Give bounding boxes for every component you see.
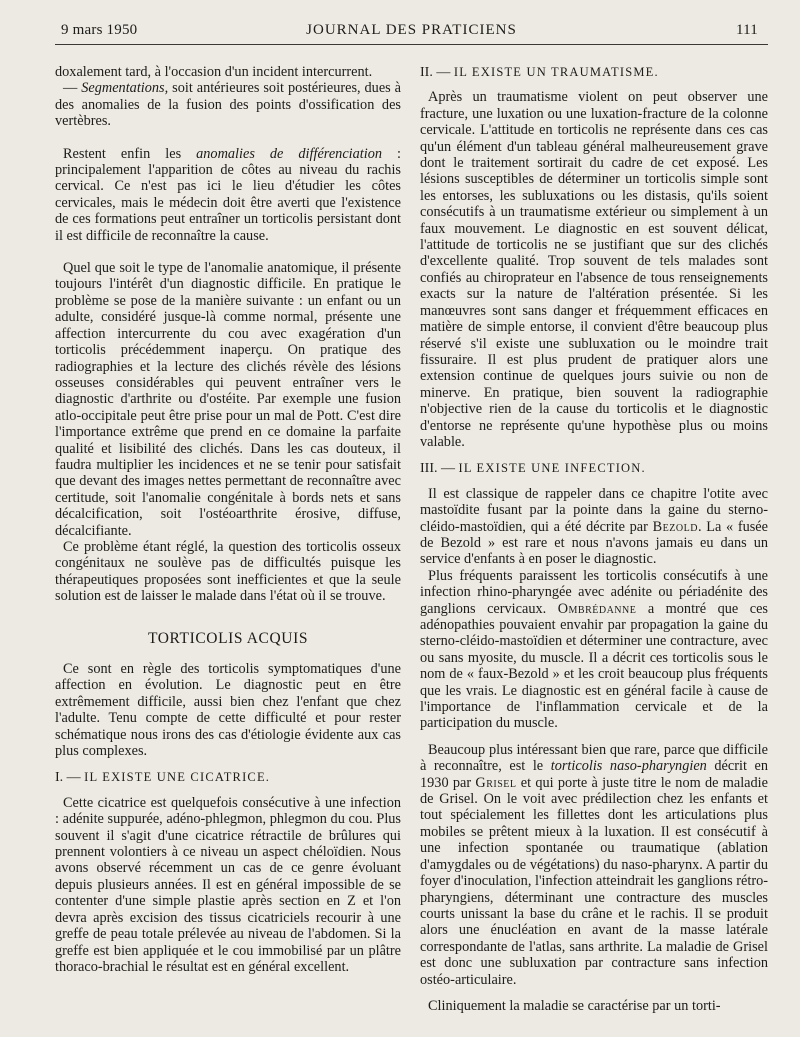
section-title: TORTICOLIS ACQUIS: [147, 629, 309, 647]
right-column: [420, 64, 768, 1013]
text-run: Il est classique de rappeler dans ce chapitre l'otite avec mastoïdite fusant par la pointe dans la gaine du sterno-cléido-mastoïdien, qui a été décrite par: [420, 485, 768, 535]
paragraph: Quel que soit le type de l'anomalie anatomique, il présente toujours l'intérêt d'un diagnostic difficile. En pratique le problème se pose de la manière suivante : un enfant ou un adulte, considéré jusque-là comme normal, présente une affection intercurrente du cou avec exagération d'un torticolis précédemment inaperçu. On pratique des radiographies et la lecture des clichés révèle des lésions osseuses considérables qui peuvent entraîner vers le diagnostic d'arthrite ou d'ostéite. Par exemple une fusion atlo-occipitale peut être prise pour un mal de Pott. C'est dire l'importance extrême que prend en ce domaine la parfaite qualité et lisibilité des clichés. Dans les cas douteux, il faudra multiplier les incidences et ne se tenir pour satisfait que devant des images nettes permettant de reconnaître avec certitude, soit l'anomalie congénitale à bords nets et sans décalcification, soit l'ostéoarthrite érosive, diffuse, décalcifiante.: [55, 260, 401, 539]
subsection-number: III. —: [420, 461, 459, 477]
text-run: —: [63, 80, 82, 97]
subsection-heading: [420, 64, 768, 81]
paragraph: Cette cicatrice est quelquefois consécutive à une infection : adénite suppurée, adéno-phlegmon, phlegmon du cou. Plus souvent il s'agit d'une cicatrice rétractile de brûlures qui prennent volontiers à ce niveau un aspect chéloïdien. Nous avons observé récemment un cas de ce genre évoluant depuis plusieurs années. Il est en général impossible de se contenter d'une simple plastie après section en Z et l'on devra après excision des tissus cicatriciels recourir à une greffe de peau totale prélevée au niveau de l'abdomen. Si la greffe est bien appliquée et le cou immobilisé par un plâtre thoraco-brachial le résultat est en général excellent.: [55, 794, 401, 975]
text-run: Plus fréquents paraissent les torticolis consécutifs à une infection rhino-pharyngée avec adénite ou périadénite des ganglions cervicaux.: [420, 567, 768, 617]
subsection-title: IL EXISTE UNE INFECTION.: [458, 461, 646, 476]
paragraph: [55, 80, 401, 129]
paragraph: Ce sont en règle des torticolis symptomatiques d'une affection en évolution. Le diagnostic peut en être extrêmement difficile, aussi bien chez l'enfant que chez l'adulte. Tenu compte de cette difficulté et pour rester schématique nous irons des cas d'étiologie évidente aux cas plus complexes.: [55, 661, 401, 760]
subsection-title: IL EXISTE UN TRAUMATISME.: [453, 65, 659, 79]
paragraph: [420, 568, 768, 732]
text-run: décrit en 1930 par: [420, 758, 768, 791]
left-column: [55, 64, 401, 1013]
paragraph: doxalement tard, à l'occasion d'un incident intercurrent.: [55, 64, 373, 80]
page-header: [55, 20, 768, 45]
text-run: . La « fusée de Bezold » est rare et nous n'avons jamais eu dans un service d'enfants à en poser le diagnostic.: [420, 518, 768, 568]
text-run: Beaucoup plus intéressant bien que rare, parce que difficile à reconnaître, est le: [420, 741, 768, 775]
paragraph: Après un traumatisme violent on peut observer une fracture, une luxation ou une luxation-fracture de la colonne cervicale. L'attitude en torticolis ne représente dans ces cas qu'un élément d'un tableau général malheureusement grave dont le traitement sortirait du cadre de cet exposé. Les lésions susceptibles de déterminer un torticolis simple sont les entorses, les subluxations ou les distasis, qu'ils soient consécutifs à un traumatisme extérieur ou simplement à un faux mouvement. Le diagnostic en est souvent délicat, l'attitude de torticolis ne se justifiant que sur des clichés d'excellente qualité. Trop souvent de tels malades sont confiés au chiroprateur en l'absence de tous renseignements exacts sur la nature de l'altération présentée. Si les manœuvres sont sans danger et fréquemment efficaces en matière de simple entorse, il convient d'être beaucoup plus réservé s'il existe une subluxation ou le moindre trait fissuraire. Il est plus prudent de pratiquer alors une extension continue de quelques jours suivie ou non de minerve. En pratique, bien souvent la radiographie n'objective rien de la cause du torticolis et le diagnostic d'entorse ne représente qu'une hypothèse plus ou moins valable.: [420, 89, 768, 450]
subsection-number: II. —: [420, 65, 454, 80]
author-name: Grisel: [475, 774, 517, 791]
text-run: a montré que ces adénopathies pouvaient envahir par propagation la gaine du sterno-cléido-mastoïdien et déterminer une contracture, avec ou sans myosite, du muscle. Il a décrit ces torticolis sous le nom de « faux-Bezold » et les croit beaucoup plus fréquents que les vrais. Le diagnostic est en général facile à cause de l'importance de l'inflammation cervicale et de la participation du muscle.: [420, 600, 768, 732]
paragraph: Ce problème étant réglé, la question des torticolis osseux congénitaux ne soulève pas de difficultés puisque les thérapeutiques proposées sont inefficientes et que la seule solution est de laisser le malade dans l'état où il se trouve.: [55, 538, 401, 605]
header-date: 9 mars 1950: [61, 22, 138, 38]
paragraph: [420, 486, 768, 568]
paragraph: [55, 146, 401, 244]
subsection-heading: [55, 769, 401, 786]
subsection-number: I. —: [55, 770, 85, 786]
paragraph: Cliniquement la maladie se caractérise par un torti-: [428, 997, 721, 1014]
subsection-title: IL EXISTE UNE CICATRICE.: [84, 770, 271, 785]
emphasis-text: torticolis naso-pharyngien: [550, 758, 707, 775]
text-run: : principalement l'apparition de côtes au niveau du rachis cervical. Ce n'est pas ici le lieu d'étudier les côtes cervicales, mais le médecin doit être averti que l'existence de ces formations peut entraîner un torticolis persistant dont il est difficile de reconnaître la cause.: [55, 145, 401, 244]
text-run: et qui porte à juste titre le nom de maladie de Grisel. On le voit avec prédilection chez les enfants et tout spécialement les fillettes dont les articulations plus mobiles se prêtent mieux à la luxation. Il est consécutif à une infection spontanée ou traumatique (ablation d'amygdales ou de végétations) du naso-pharynx. A partir du foyer d'inoculation, l'infection atteindrait les ganglions rétro-pharyngiens, déterminant une contracture des muscles courts unissant la base du crâne et le rachis. Il se produit alors une énucléation en avant de la masse latérale correspondante de l'atlas, sans arthrite. La maladie de Grisel est donc une subluxation par contracture sans infection ostéo-articulaire.: [420, 774, 768, 988]
author-name: Bezold: [652, 518, 698, 535]
text-run: Restent enfin les: [63, 145, 197, 162]
paragraph: [420, 742, 768, 988]
text-run: soit antérieures soit postérieures, dues à des anomalies de la fusion des points d'ossification des vertèbres.: [55, 80, 402, 130]
journal-title: JOURNAL DES PRATICIENS: [306, 22, 517, 38]
emphasis-text: anomalies de différenciation: [196, 145, 383, 162]
subsection-heading: [420, 460, 768, 477]
emphasis-text: Segmentations,: [81, 80, 169, 97]
page-number: 111: [736, 22, 758, 38]
author-name: Ombrédanne: [557, 600, 637, 617]
